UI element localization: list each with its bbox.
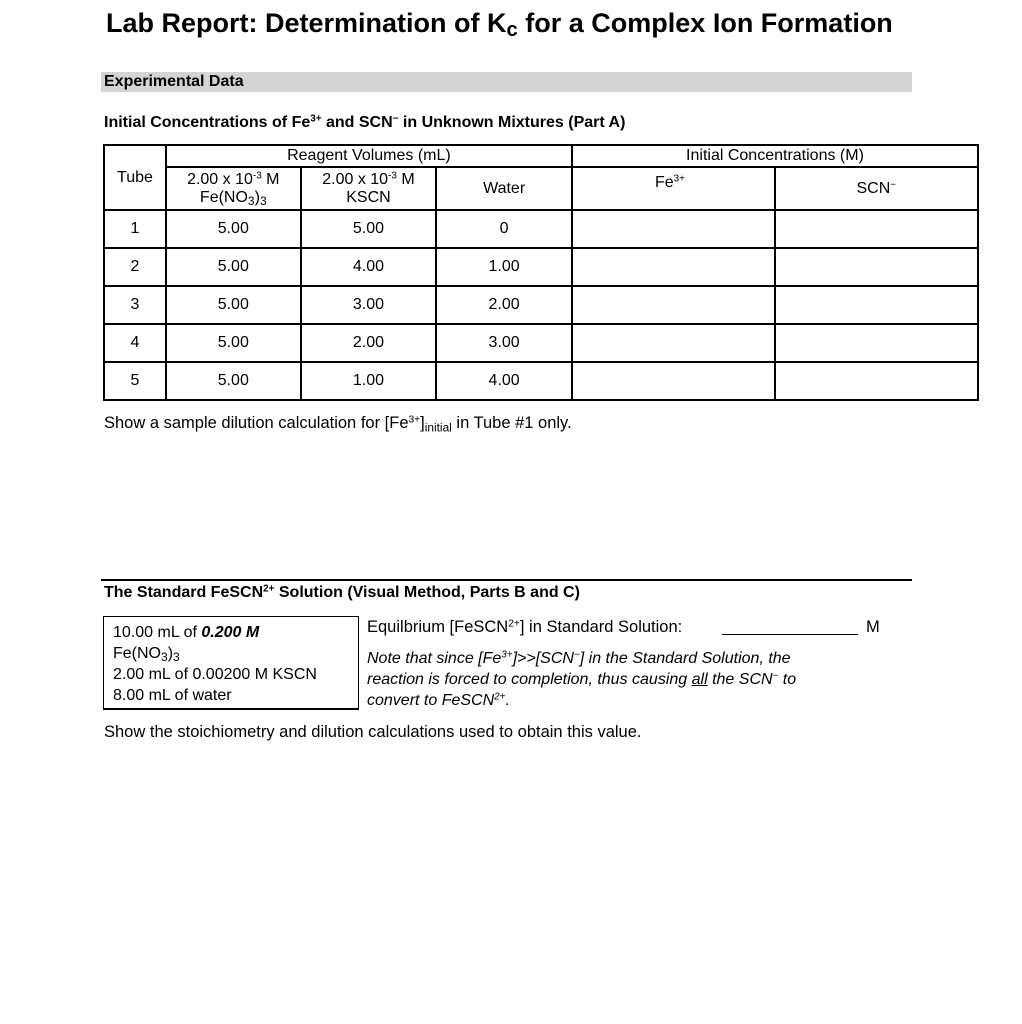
tube-number: 5 <box>104 362 166 400</box>
scn-header-sup: − <box>890 179 897 191</box>
table-title-part: Initial Concentrations of Fe <box>104 114 311 131</box>
scn-header-base: SCN <box>856 179 891 197</box>
scn-conc-cell[interactable] <box>775 210 978 248</box>
water-volume: 2.00 <box>436 286 572 324</box>
kscn-header-conc: 2.00 x 10 <box>322 170 389 188</box>
fe-header-sub: 3 <box>259 193 267 208</box>
eq-label-text: Equilbrium [FeSCN <box>367 618 509 636</box>
sample-calc-text: Show a sample dilution calculation for [Fe <box>104 414 409 432</box>
recipe-line-formula <box>113 645 180 663</box>
standard-title-text: The Standard FeSCN <box>104 584 264 601</box>
recipe-volume: 10.00 mL of <box>113 624 202 641</box>
tube-number: 3 <box>104 286 166 324</box>
stoichiometry-prompt: Show the stoichiometry and dilution calculations used to obtain this value. <box>104 723 642 741</box>
table-row <box>104 210 978 248</box>
section-divider <box>101 579 912 581</box>
note-text: convert to FeSCN <box>367 692 495 709</box>
sample-calc-prompt <box>104 414 572 435</box>
note-text: Note that since [Fe <box>367 650 502 667</box>
note-text: to <box>778 671 797 688</box>
recipe-line-water: 8.00 mL of water <box>113 687 232 704</box>
sample-calc-sup: 3+ <box>408 414 421 426</box>
recipe-line-kscn: 2.00 mL of 0.00200 M KSCN <box>113 666 317 683</box>
recipe-box <box>103 616 359 710</box>
table-row <box>104 324 978 362</box>
recipe-formula: Fe(NO <box>113 645 161 662</box>
fe-volume: 5.00 <box>166 324 301 362</box>
note-text: ]>>[SCN <box>512 650 574 667</box>
water-volume: 4.00 <box>436 362 572 400</box>
sample-calc-bracket: ] <box>420 414 425 432</box>
note-sup: − <box>573 649 580 661</box>
note-text: the SCN <box>707 671 773 688</box>
equilibrium-label <box>367 618 682 637</box>
kscn-volume: 2.00 <box>301 324 437 362</box>
note-text: reaction is forced to completion, thus causing <box>367 671 692 688</box>
scn-conc-cell[interactable] <box>775 286 978 324</box>
equilibrium-unit: M <box>866 618 880 636</box>
kscn-volume: 4.00 <box>301 248 437 286</box>
tube-number: 1 <box>104 210 166 248</box>
fe-volume: 5.00 <box>166 248 301 286</box>
fe3-conc-cell[interactable] <box>572 248 775 286</box>
scn-header <box>775 167 978 210</box>
note-sup: − <box>772 670 779 682</box>
title-text: Lab Report: Determination of K <box>106 8 507 38</box>
table-title <box>104 114 625 132</box>
recipe-underline <box>103 708 359 709</box>
recipe-formula-paren: ) <box>167 645 174 662</box>
sample-calc-subscript: initial <box>424 420 452 435</box>
table-title-sup: − <box>392 113 399 125</box>
fe-header-exp: -3 <box>252 170 262 182</box>
tube-header: Tube <box>104 145 166 210</box>
standard-title-text-end: Solution (Visual Method, Parts B and C) <box>274 584 580 601</box>
title-text-end: for a Complex Ion Formation <box>517 8 893 38</box>
table-row <box>104 362 978 400</box>
water-volume: 1.00 <box>436 248 572 286</box>
fe-header-formula: Fe(NO <box>199 188 248 206</box>
fe3-conc-cell[interactable] <box>572 286 775 324</box>
title-subscript: c <box>506 19 518 42</box>
water-volume: 3.00 <box>436 324 572 362</box>
standard-solution-title <box>104 584 580 602</box>
kscn-header-unit: M <box>396 170 415 188</box>
fe-volume: 5.00 <box>166 286 301 324</box>
note-line-2 <box>367 669 867 690</box>
scn-conc-cell[interactable] <box>775 324 978 362</box>
note-text: ] in the Standard Solution, the <box>579 650 791 667</box>
kscn-header-formula: KSCN <box>346 188 391 206</box>
section-header-bar <box>101 72 912 92</box>
kscn-header <box>301 167 437 210</box>
fe3-conc-cell[interactable] <box>572 210 775 248</box>
eq-label-text-end: ] in Standard Solution: <box>519 618 683 636</box>
note-emphasis: all <box>691 671 708 688</box>
tube-number: 4 <box>104 324 166 362</box>
note-sup: 2+ <box>494 691 506 703</box>
kscn-volume: 1.00 <box>301 362 437 400</box>
fe3-header-sup: 3+ <box>673 173 685 185</box>
tube-number: 2 <box>104 248 166 286</box>
fe-volume: 5.00 <box>166 210 301 248</box>
water-volume: 0 <box>436 210 572 248</box>
note-line-1 <box>367 648 867 669</box>
kscn-volume: 5.00 <box>301 210 437 248</box>
fe-header-sub: 3 <box>247 193 255 208</box>
note-text: . <box>505 692 510 709</box>
completion-note <box>367 648 867 711</box>
fe-header-unit: M <box>261 170 280 188</box>
table-row <box>104 248 978 286</box>
fe-header-conc: 2.00 x 10 <box>187 170 253 188</box>
table-title-part: and SCN <box>321 114 393 131</box>
sample-calc-text-end: in Tube #1 only. <box>451 414 572 432</box>
fe3-conc-cell[interactable] <box>572 324 775 362</box>
section-header-label: Experimental Data <box>104 73 244 90</box>
table-title-part: in Unknown Mixtures (Part A) <box>398 114 626 131</box>
fe3-conc-cell[interactable] <box>572 362 775 400</box>
water-header: Water <box>436 167 572 210</box>
initial-concentrations-header: Initial Concentrations (M) <box>572 145 978 167</box>
equilibrium-answer-blank[interactable] <box>722 634 858 635</box>
fe3-header-base: Fe <box>654 174 674 191</box>
recipe-concentration: 0.200 M <box>201 624 260 641</box>
recipe-line-fe <box>113 624 259 642</box>
recipe-formula-sub: 3 <box>161 650 168 664</box>
scn-conc-cell[interactable] <box>775 362 978 400</box>
page-title <box>106 8 893 42</box>
scn-conc-cell[interactable] <box>775 248 978 286</box>
fe-header-paren: ) <box>254 188 260 206</box>
kscn-header-exp: -3 <box>388 170 397 182</box>
fe-volume: 5.00 <box>166 362 301 400</box>
reagent-volumes-header: Reagent Volumes (mL) <box>166 145 572 167</box>
recipe-formula-sub: 3 <box>173 650 180 664</box>
eq-label-sup: 2+ <box>508 618 520 630</box>
kscn-volume: 3.00 <box>301 286 437 324</box>
concentration-table <box>103 144 979 401</box>
table-title-sup: 3+ <box>310 113 322 125</box>
fe-nitrate-header <box>166 167 301 210</box>
fe3-header <box>572 167 775 210</box>
note-line-3 <box>367 690 867 711</box>
note-sup: 3+ <box>501 649 513 661</box>
table-row <box>104 286 978 324</box>
standard-title-sup: 2+ <box>263 583 275 595</box>
